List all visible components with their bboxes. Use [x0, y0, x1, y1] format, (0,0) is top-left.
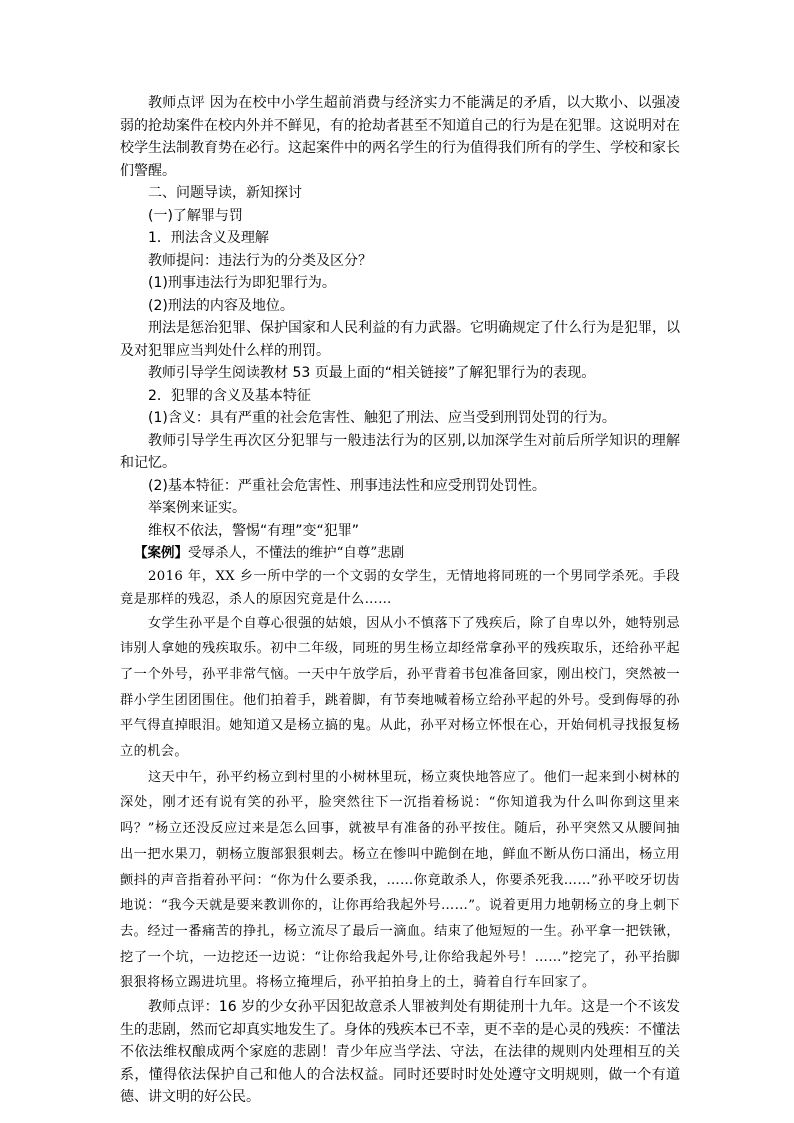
point-1: (1)刑事违法行为即犯罪行为。 [148, 275, 336, 291]
meaning-paragraph: (1)含义：具有严重的社会危害性、触犯了刑法、应当受到刑罚处罚的行为。 [148, 410, 616, 426]
case-title-text: 受辱杀人，不懂法的维护“自尊”悲剧 [188, 545, 405, 561]
point-2: (2)刑法的内容及地位。 [148, 297, 294, 314]
document-body [120, 92, 680, 1109]
case-title [120, 542, 680, 565]
teacher-question: 教师提问：违法行为的分类及区分？ [148, 252, 372, 269]
story-paragraph-3: 这天中午，孙平约杨立到村里的小树林里玩，杨立爽快地答应了。他们一起来到小树林的深处，刚才还有说有笑的孙平，脸突然往下一沉指着杨说：“你知道我为什么叫你到这里来吗？”杨立还没反应过来是怎么回事，就被早有准备的孙平按住。随后，孙平突然又从腰间抽出一把水果刀，朝杨立腹部狠狠刺去。杨立在惨叫中跪倒在地，鲜血不断从伤口涌出，杨立用颤抖的声音指着孙平问：“你为什么要杀我，……你竟敢杀人，你要杀死我……”孙平咬牙切齿地说：“我今天就是要来教训你的，让你再给我起外号……”。说着更用力地朝杨立的身上刺下去。经过一番痛苦的挣扎，杨立流尽了最后一滴血。结束了他短短的一生。孙平拿一把铁锹，挖了一个坑，一边挖还一边说：“让你给我起外号,让你给我起外号！……”挖完了，孙平抬脚狠狠将杨立踢进坑里。将杨立掩埋后，孙平拍拍身上的土，骑着自行车回家了。 [120, 769, 680, 991]
story-paragraph-2: 女学生孙平是个自尊心很强的姑娘，因从小不慎落下了残疾后，除了自卑以外，她特别忌讳别人拿她的残疾取乐。初中二年级，同班的男生杨立却经常拿孙平的残疾取乐，还给孙平起了一个外号，孙平非常气恼。一天中午放学后，孙平背着书包准备回家，刚出校门，突然被一群小学生团团围住。他们拍着手，跳着脚，有节奏地喊着杨立给孙平起的外号。受到侮辱的孙平气得直掉眼泪。她知道又是杨立搞的鬼。从此，孙平对杨立怀恨在心，开始伺机寻找报复杨立的机会。 [120, 615, 680, 760]
case-tag: 【案例】 [134, 545, 188, 561]
story-paragraph-1: 2016 年，XX 乡一所中学的一个文弱的女学生，无情地将同班的一个男同学杀死。手段竟是那样的残忍，杀人的原因究竟是什么…… [120, 568, 680, 607]
section-heading: 二、问题导读，新知探讨 [148, 185, 302, 201]
criminal-law-definition: 刑法是惩治犯罪、保护国家和人民利益的有力武器。它明确规定了什么行为是犯罪，以及对犯罪应当判处什么样的刑罚。 [120, 320, 680, 359]
item-heading: 1．刑法含义及理解 [148, 230, 269, 246]
features-paragraph: (2)基本特征：严重社会危害性、刑事违法性和应受刑罚处罚性。 [148, 477, 546, 494]
item-heading-2: 2．犯罪的含义及基本特征 [148, 387, 311, 404]
case-heading: 维权不依法，警惕“有理”变“犯罪” [148, 522, 360, 539]
example-intro: 举案例来证实。 [148, 500, 246, 516]
teacher-comment-paragraph-2: 教师点评：16 岁的少女孙平因犯故意杀人罪被判处有期徒刑十九年。这是一个不该发生的悲剧，然而它却真实地发生了。身体的残疾本已不幸，更不幸的是心灵的残疾：不懂法不依法维权酿成两个家庭的悲剧！青少年应当学法、守法，在法律的规则内处理相互的关系，懂得依法保护自己和他人的合法权益。同时还要时时处处遵守文明规则，做一个有道德、讲文明的好公民。 [120, 999, 680, 1106]
teacher-comment-paragraph: 教师点评 因为在校中小学生超前消费与经济实力不能满足的矛盾，以大欺小、以强凌弱的抢劫案件在校内外并不鲜见，有的抢劫者甚至不知道自己的行为是在犯罪。这说明对在校学生法制教育势在必行。这起案件中的两名学生的行为值得我们所有的学生、学校和家长们警醒。 [120, 95, 680, 179]
subsection-heading: (一)了解罪与罚 [148, 207, 243, 224]
guide-reading-paragraph: 教师引导学生阅读教材 53 页最上面的“相关链接”了解犯罪行为的表现。 [148, 365, 596, 381]
guide-distinguish-paragraph: 教师引导学生再次区分犯罪与一般违法行为的区别,以加深学生对前后所学知识的理解和记忆。 [120, 432, 680, 471]
